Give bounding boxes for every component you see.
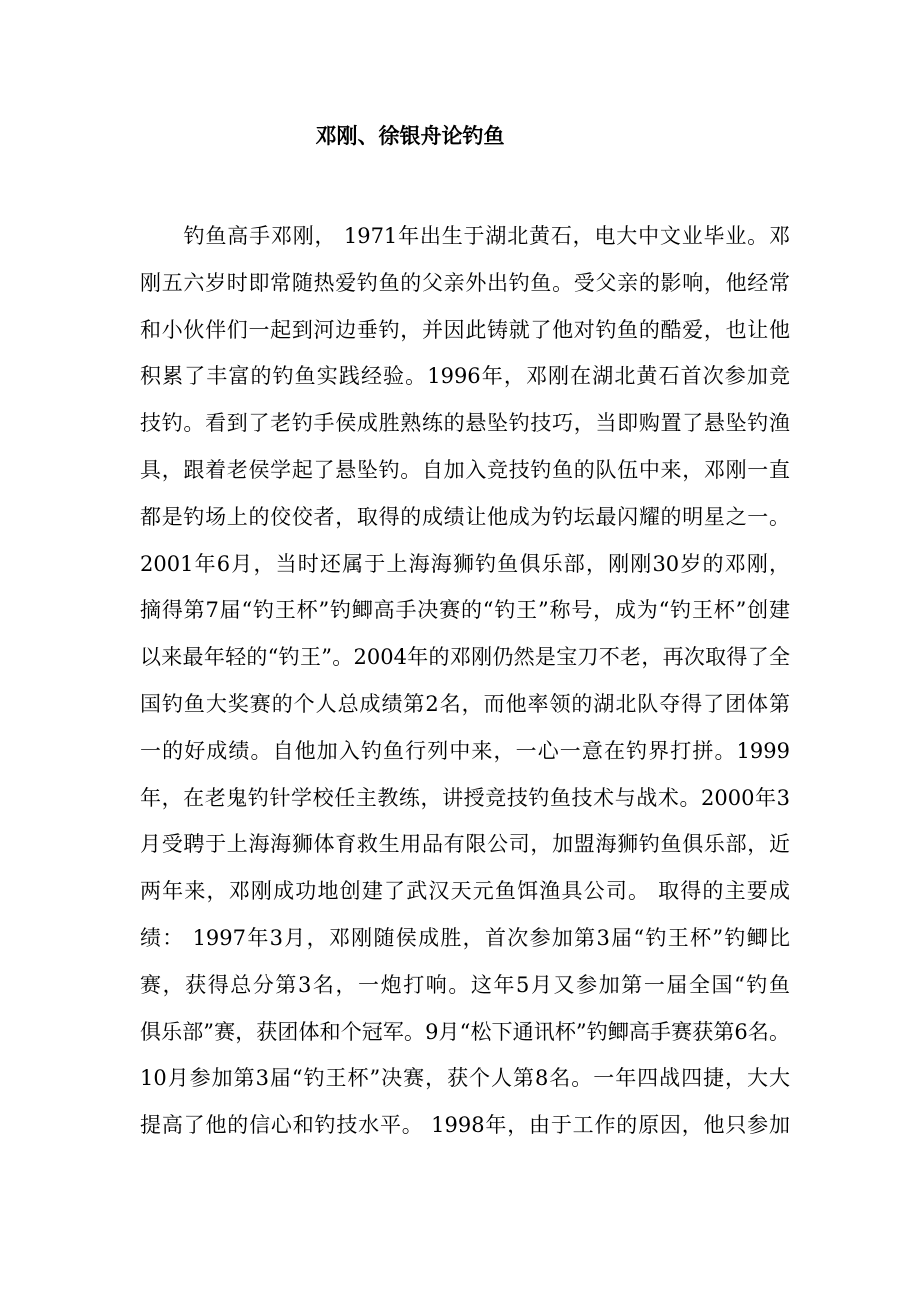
body-line: 提高了他的信心和钓技水平。 1998年，由于工作的原因，他只参加 [140, 1113, 790, 1138]
body-line: 俱乐部”赛，获团体和个冠军。9月“松下通讯杯”钓鲫高手赛获第6名。 [140, 1019, 790, 1044]
body-line: 以来最年轻的“钓王”。2004年的邓刚仍然是宝刀不老，再次取得了全 [140, 645, 790, 670]
document-title: 邓刚、徐银舟论钓鱼 [315, 124, 505, 148]
body-line: 钓鱼高手邓刚， 1971年出生于湖北黄石，电大中文业毕业。邓 [140, 224, 790, 248]
body-line: 一的好成绩。自他加入钓鱼行列中来，一心一意在钓界打拼。1999 [140, 738, 790, 763]
body-line: 都是钓场上的佼佼者，取得的成绩让他成为钓坛最闪耀的明星之一。 [140, 504, 790, 529]
body-line: 绩： 1997年3月，邓刚随侯成胜，首次参加第3届“钓王杯”钓鲫比 [140, 925, 790, 950]
body-line: 刚五六岁时即常随热爱钓鱼的父亲外出钓鱼。受父亲的影响，他经常 [140, 270, 790, 295]
body-line: 赛，获得总分第3名，一炮打响。这年5月又参加第一届全国“钓鱼 [140, 972, 790, 997]
body-line: 2001年6月，当时还属于上海海狮钓鱼俱乐部，刚刚30岁的邓刚， [140, 551, 790, 576]
document-body [140, 213, 790, 1149]
body-line: 积累了丰富的钓鱼实践经验。1996年，邓刚在湖北黄石首次参加竞 [140, 364, 790, 389]
body-line: 国钓鱼大奖赛的个人总成绩第2名，而他率领的湖北队夺得了团体第 [140, 691, 790, 716]
body-line: 年，在老鬼钓针学校任主教练，讲授竞技钓鱼技术与战术。2000年3 [140, 785, 790, 810]
body-line: 摘得第7届“钓王杯”钓鲫高手决赛的“钓王”称号，成为“钓王杯”创建 [140, 598, 790, 623]
body-line: 技钓。看到了老钓手侯成胜熟练的悬坠钓技巧，当即购置了悬坠钓渔 [140, 411, 790, 436]
body-line: 月受聘于上海海狮体育救生用品有限公司，加盟海狮钓鱼俱乐部，近 [140, 832, 790, 857]
body-line: 10月参加第3届“钓王杯”决赛，获个人第8名。一年四战四捷，大大 [140, 1066, 790, 1091]
body-line: 两年来，邓刚成功地创建了武汉天元鱼饵渔具公司。 取得的主要成 [140, 879, 790, 904]
body-line: 具，跟着老侯学起了悬坠钓。自加入竞技钓鱼的队伍中来，邓刚一直 [140, 457, 790, 482]
body-line: 和小伙伴们一起到河边垂钓，并因此铸就了他对钓鱼的酷爱，也让他 [140, 317, 790, 342]
